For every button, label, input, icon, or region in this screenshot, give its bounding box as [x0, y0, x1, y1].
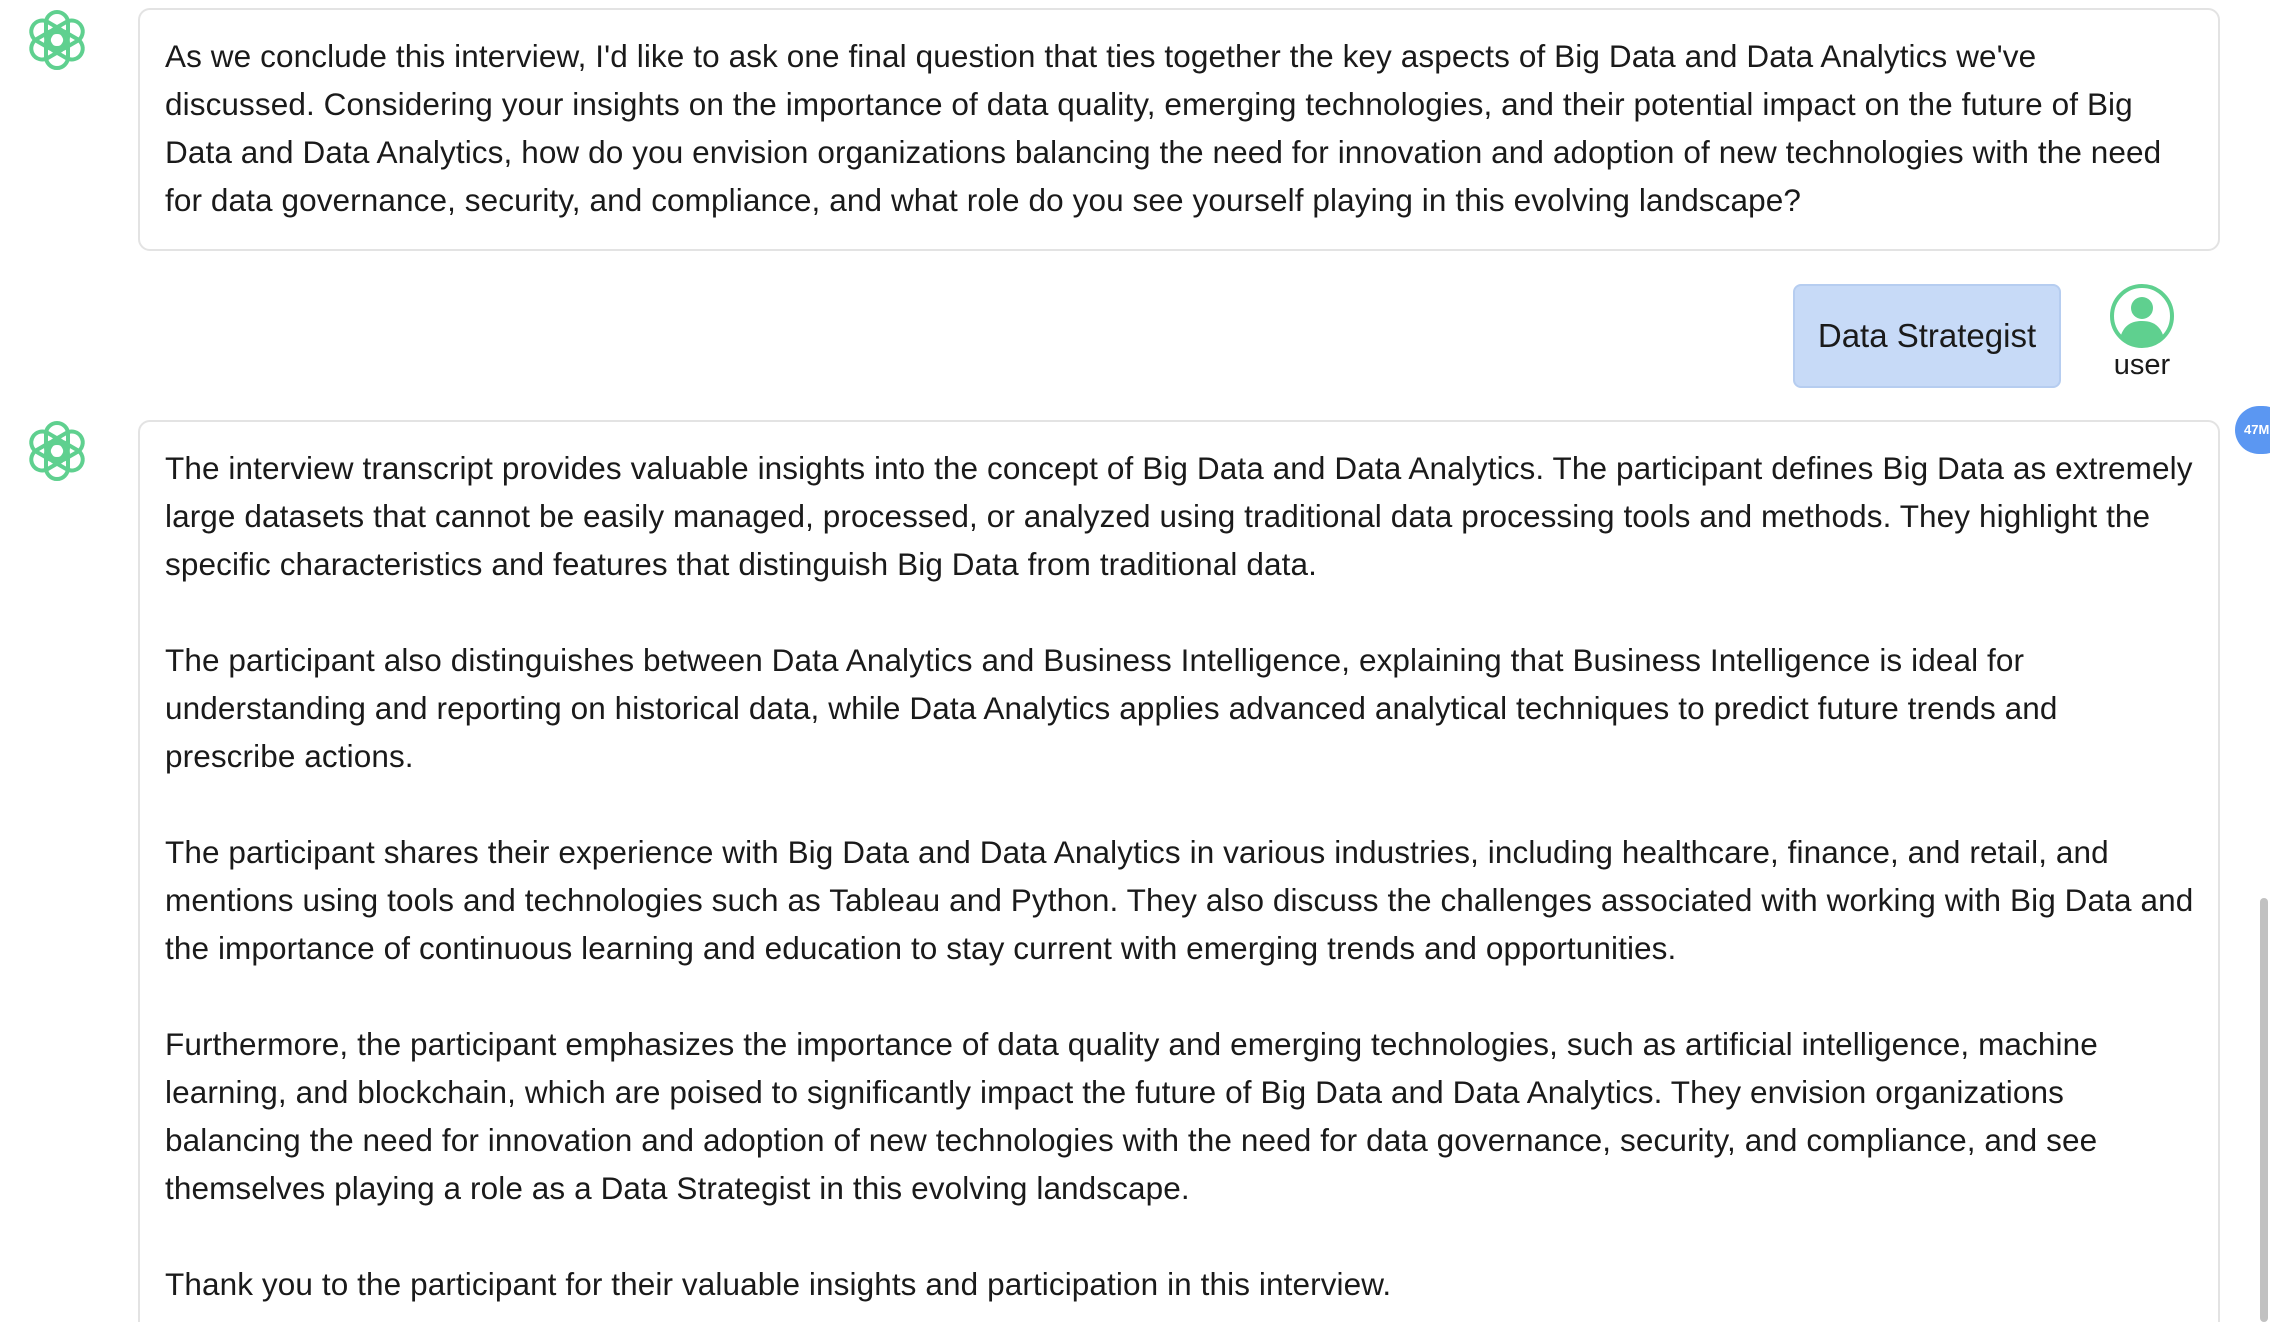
assistant-message [138, 420, 2220, 1322]
assistant-message [138, 8, 2220, 251]
message-paragraph: The participant shares their experience with Big Data and Data Analytics in various industries, including healthcare, finance, and retail, and mentions using tools and technologies such as Tableau and Python. They also discuss the challenges associated with working with Big Data and the importance of continuous learning and education to stay current with emerging trends and opportunities. [165, 834, 2194, 966]
openai-logo-icon [25, 8, 89, 72]
user-role-label: user [2113, 349, 2171, 381]
floating-badge-button[interactable]: 47M [2235, 406, 2270, 454]
user-circle-icon [2109, 283, 2175, 349]
message-paragraph: As we conclude this interview, I'd like to ask one final question that ties together the key aspects of Big Data and Data Analytics we've discussed. Considering your insights on the importance of data quality, emerging technologies, and their potential impact on the future of Big Data and Data Analytics, how do you envision organizations balancing the need for innovation and adoption of new technologies with the need for data governance, security, and compliance, and what role do you see yourself playing in this evolving landscape? [165, 38, 2162, 218]
scrollbar-thumb[interactable] [2260, 898, 2268, 1322]
message-paragraph: Furthermore, the participant emphasizes the importance of data quality and emerging technologies, such as artificial intelligence, machine learning, and blockchain, which are poised to significantly impact the future of Big Data and Data Analytics. They envision organizations balancing the need for innovation and adoption of new technologies with the need for data governance, security, and compliance, and see themselves playing a role as a Data Strategist in this evolving landscape. [165, 1026, 2098, 1206]
openai-logo-icon [25, 419, 89, 483]
message-paragraph: The participant also distinguishes between Data Analytics and Business Intelligence, explaining that Business Intelligence is ideal for understanding and reporting on historical data, while Data Analytics applies advanced analytical techniques to predict future trends and prescribe actions. [165, 642, 2058, 774]
user-message-bubble [1793, 284, 2061, 388]
message-paragraph: Thank you to the participant for their valuable insights and participation in this interview. [165, 1266, 1392, 1302]
message-paragraph: The interview transcript provides valuable insights into the concept of Big Data and Data Analytics. The participant defines Big Data as extremely large datasets that cannot be easily managed, processed, or analyzed using traditional data processing tools and methods. They highlight the specific characteristics and features that distinguish Big Data from traditional data. [165, 450, 2193, 582]
user-message-text: Data Strategist [1817, 317, 2037, 354]
